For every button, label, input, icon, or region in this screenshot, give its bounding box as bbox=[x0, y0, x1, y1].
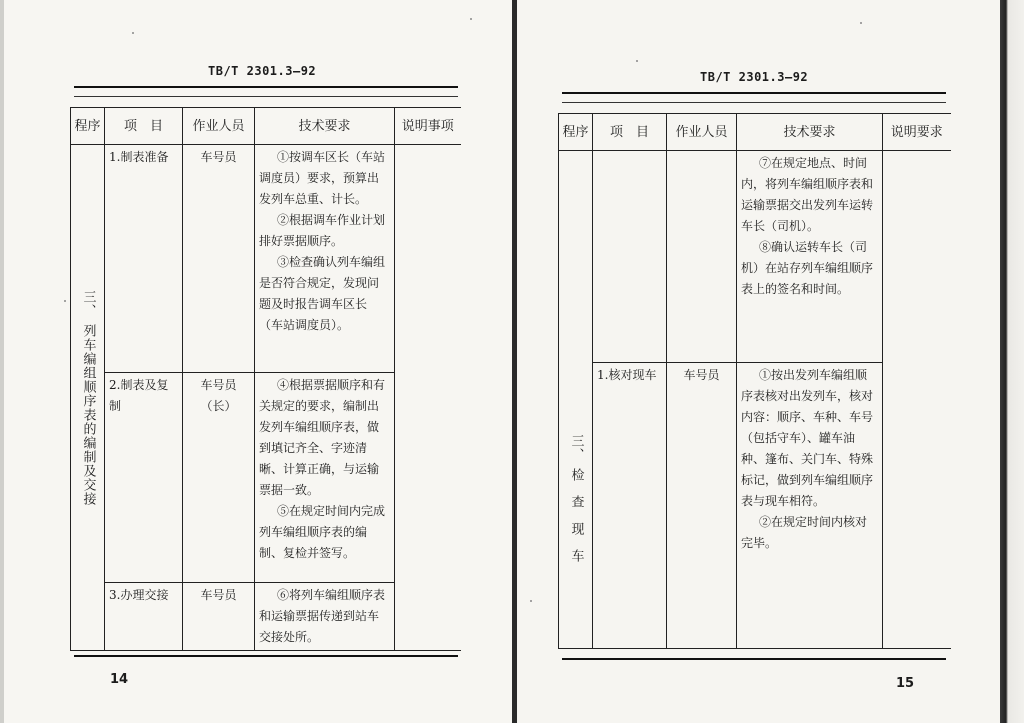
col-requirements: 技术要求 bbox=[737, 114, 883, 151]
left-table-header-row bbox=[71, 108, 461, 145]
table-row bbox=[559, 151, 951, 363]
item-cell: 1.核对现车 bbox=[593, 363, 667, 649]
requirement-2: ②在规定时间内核对完毕。 bbox=[741, 515, 868, 550]
col-procedure: 程序 bbox=[559, 114, 593, 151]
requirement-1: ①按出发列车编组顺序表核对出发列车，核对内容：顺序、车种、车号（包括守车）、罐车油种、篷布、关门车、特殊标记，做到列车编组顺序表与现车相符。 bbox=[741, 368, 874, 508]
scan-speck bbox=[470, 18, 472, 20]
right-header-rule-thin bbox=[562, 102, 946, 103]
right-header-rule bbox=[562, 92, 946, 94]
worker-cell: 车号员 bbox=[183, 145, 255, 373]
col-worker: 作业人员 bbox=[183, 108, 255, 145]
procedure-number: 三、 bbox=[568, 434, 584, 463]
right-page-header: TB/T 2301.3—92 bbox=[700, 70, 809, 84]
left-page-number: 14 bbox=[110, 672, 129, 687]
scan-speck bbox=[860, 22, 862, 24]
col-item: 项 目 bbox=[105, 108, 183, 145]
col-notes: 说明要求 bbox=[883, 114, 951, 151]
procedure-cell bbox=[559, 363, 593, 649]
requirements-cell bbox=[255, 583, 395, 651]
col-worker: 作业人员 bbox=[667, 114, 737, 151]
requirement-6: ⑥将列车编组顺序表和运输票据传递到站车交接处所。 bbox=[259, 588, 386, 644]
requirements-cell bbox=[255, 373, 395, 583]
item-cell: 3.办理交接 bbox=[105, 583, 183, 651]
col-requirements: 技术要求 bbox=[255, 108, 395, 145]
requirement-1: ①按调车区长（车站调度员）要求，预算出发列车总重、计长。 bbox=[259, 150, 386, 206]
right-page bbox=[518, 0, 1024, 723]
requirements-cell bbox=[255, 145, 395, 373]
procedure-cell-continued bbox=[559, 151, 593, 363]
col-procedure: 程序 bbox=[71, 108, 105, 145]
worker-cell: 车号员 bbox=[183, 583, 255, 651]
requirement-5: ⑤在规定时间内完成列车编组顺序表的编制、复检并签写。 bbox=[259, 504, 386, 560]
left-header-rule-thin bbox=[74, 96, 458, 97]
item-cell: 2.制表及复制 bbox=[105, 373, 183, 583]
notes-cell bbox=[395, 145, 461, 651]
procedure-cell bbox=[71, 145, 105, 651]
left-procedure-table bbox=[70, 107, 461, 651]
scan-speck bbox=[636, 60, 638, 62]
col-item: 项 目 bbox=[593, 114, 667, 151]
requirement-4: ④根据票据顺序和有关规定的要求，编制出发列车编组顺序表，做到填记齐全、字迹清晰、计算正确，与运输票据一致。 bbox=[259, 378, 386, 497]
left-header-rule bbox=[74, 86, 458, 88]
procedure-title: 列车编组顺序表的编制及交接 bbox=[80, 323, 96, 506]
scan-speck bbox=[530, 600, 532, 602]
procedure-number: 三、 bbox=[80, 289, 96, 318]
requirements-cell bbox=[737, 363, 883, 649]
right-page-edge bbox=[1000, 0, 1024, 723]
requirement-3: ③检查确认列车编组是否符合规定，发现问题及时报告调车区长（车站调度员）。 bbox=[259, 255, 386, 332]
col-notes: 说明事项 bbox=[395, 108, 461, 145]
left-page-edge bbox=[0, 0, 4, 723]
right-footer-rule bbox=[562, 658, 946, 660]
requirement-8: ⑧确认运转车长（司机）在站存列车编组顺序表上的签名和时间。 bbox=[741, 240, 874, 296]
requirement-7: ⑦在规定地点、时间内，将列车编组顺序表和运输票据交出发列车运转车长（司机）。 bbox=[741, 156, 874, 233]
right-table-header-row bbox=[559, 114, 951, 151]
right-page-number: 15 bbox=[896, 676, 915, 691]
notes-cell bbox=[883, 151, 951, 649]
book-spine bbox=[512, 0, 517, 723]
item-cell bbox=[593, 151, 667, 363]
table-row bbox=[71, 145, 461, 373]
requirements-cell bbox=[737, 151, 883, 363]
worker-cell bbox=[667, 151, 737, 363]
scan-speck bbox=[132, 32, 134, 34]
procedure-title: 检查现车 bbox=[568, 468, 584, 577]
left-page-header: TB/T 2301.3—92 bbox=[208, 64, 317, 78]
left-footer-rule bbox=[74, 655, 458, 657]
requirement-2: ②根据调车作业计划排好票据顺序。 bbox=[259, 213, 386, 248]
right-procedure-table bbox=[558, 113, 951, 649]
scan-speck bbox=[64, 300, 66, 302]
worker-cell: 车号员（长） bbox=[183, 373, 255, 583]
item-cell: 1.制表准备 bbox=[105, 145, 183, 373]
worker-cell: 车号员 bbox=[667, 363, 737, 649]
